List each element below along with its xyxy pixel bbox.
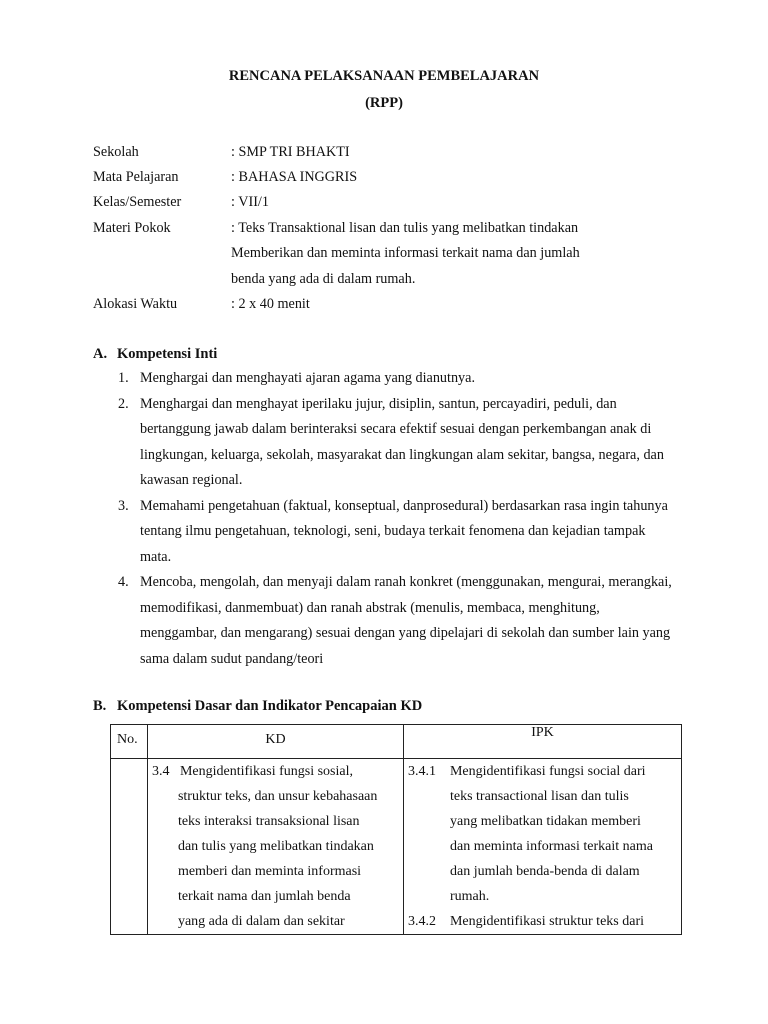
identity-label: Mata Pelajaran bbox=[93, 169, 179, 185]
item-text: Menghargai dan menghayati ajaran agama yang dianutnya. bbox=[140, 370, 475, 386]
identity-value-continued: Memberikan dan meminta informasi terkait nama dan jumlah bbox=[231, 245, 580, 261]
identity-value: : Teks Transaktional lisan dan tulis yang melibatkan tindakan bbox=[231, 220, 579, 236]
item-number: 3. bbox=[118, 497, 129, 514]
ipk-line: rumah. bbox=[449, 889, 490, 904]
kd-line: dan tulis yang melibatkan tindakan bbox=[177, 839, 374, 854]
item-text: Mencoba, mengolah, dan menyaji dalam ranah konkret (menggunakan, mengurai, merangkai, memodifikasi, danmembuat) dan ranah abstrak (menulis, membaca, menghitung, menggambar, dan mengarang) sesuai dengan yang dipelajari di sekolah dan sumber lain yang sama dalam sudut pandang/teori bbox=[140, 574, 672, 667]
identity-value: : BAHASA INGGRIS bbox=[231, 169, 358, 185]
kd-line: yang ada di dalam dan sekitar bbox=[177, 914, 345, 929]
kd-code: 3.4 bbox=[151, 764, 170, 779]
header-ipk: IPK bbox=[403, 725, 681, 759]
ipk-code: 3.4.2 bbox=[407, 914, 436, 929]
identity-value: : VII/1 bbox=[231, 194, 269, 210]
ipk-line: dan jumlah benda-benda di dalam bbox=[449, 864, 640, 879]
identity-value: : 2 x 40 menit bbox=[231, 296, 310, 312]
kd-line bbox=[152, 759, 397, 784]
list-item bbox=[118, 570, 678, 672]
ipk-line: teks transactional lisan dan tulis bbox=[449, 789, 629, 804]
cell-ipk bbox=[403, 759, 681, 935]
section-letter: A. bbox=[93, 346, 108, 362]
list-item bbox=[118, 366, 678, 392]
ipk-line bbox=[408, 909, 675, 934]
kd-line: teks interaksi transaksional lisan bbox=[177, 814, 360, 829]
header-kd: KD bbox=[147, 725, 403, 759]
kd-line: memberi dan meminta informasi bbox=[177, 864, 362, 879]
identity-value-continued: benda yang ada di dalam rumah. bbox=[231, 271, 416, 287]
kd-table bbox=[110, 724, 682, 935]
section-a-heading bbox=[93, 346, 217, 363]
list-item bbox=[118, 494, 678, 571]
ipk-text: Mengidentifikasi fungsi social dari bbox=[449, 764, 646, 779]
section-title: Kompetensi Inti bbox=[117, 346, 218, 362]
kd-text: Mengidentifikasi fungsi sosial, bbox=[179, 764, 353, 779]
ipk-code: 3.4.1 bbox=[407, 764, 436, 779]
section-title: Kompetensi Dasar dan Indikator Pencapaian KD bbox=[117, 698, 423, 714]
ipk-line bbox=[408, 759, 675, 784]
identity-value: : SMP TRI BHAKTI bbox=[231, 144, 350, 160]
table-row bbox=[111, 759, 682, 935]
header-no: No. bbox=[111, 725, 148, 759]
list-item bbox=[118, 392, 678, 494]
subtitle-text: (RPP) bbox=[365, 95, 403, 111]
identity-label: Sekolah bbox=[93, 144, 139, 160]
identity-label: Materi Pokok bbox=[93, 220, 171, 236]
item-number: 1. bbox=[118, 370, 129, 386]
section-letter: B. bbox=[93, 698, 107, 714]
item-number: 4. bbox=[118, 574, 129, 590]
item-text: Menghargai dan menghayat iperilaku jujur, disiplin, santun, percayadiri, peduli, dan bertanggung jawab dalam berinteraksi secara efektif sesuai dengan perkembangan anak di lingkungan, keluarga, sekolah, masyarakat dan lingkungan alam sekitar, bangsa, negara, dan kawasan regional. bbox=[140, 395, 664, 488]
section-b-heading bbox=[93, 698, 422, 715]
document-subtitle bbox=[0, 95, 768, 112]
ipk-text: Mengidentifikasi struktur teks dari bbox=[449, 914, 645, 929]
document-title: RENCANA PELAKSANAAN PEMBELAJARAN bbox=[228, 68, 540, 84]
table-header-row bbox=[111, 725, 682, 759]
ipk-line: yang melibatkan tidakan memberi bbox=[449, 814, 641, 829]
kompetensi-inti-list bbox=[118, 366, 678, 672]
identity-label: Kelas/Semester bbox=[93, 194, 182, 210]
ipk-line: dan meminta informasi terkait nama bbox=[449, 839, 653, 854]
identity-label: Alokasi Waktu bbox=[93, 296, 178, 312]
kd-line: struktur teks, dan unsur kebahasaan bbox=[177, 789, 378, 804]
item-number: 2. bbox=[118, 395, 129, 412]
cell-no bbox=[111, 759, 148, 935]
cell-kd bbox=[147, 759, 403, 935]
kd-line: terkait nama dan jumlah benda bbox=[177, 889, 351, 904]
item-text: Memahami pengetahuan (faktual, konseptual, danprosedural) berdasarkan rasa ingin tahunya tentang ilmu pengetahuan, teknologi, seni, budaya terkait fenomena dan kejadian tampak mata. bbox=[140, 497, 668, 565]
